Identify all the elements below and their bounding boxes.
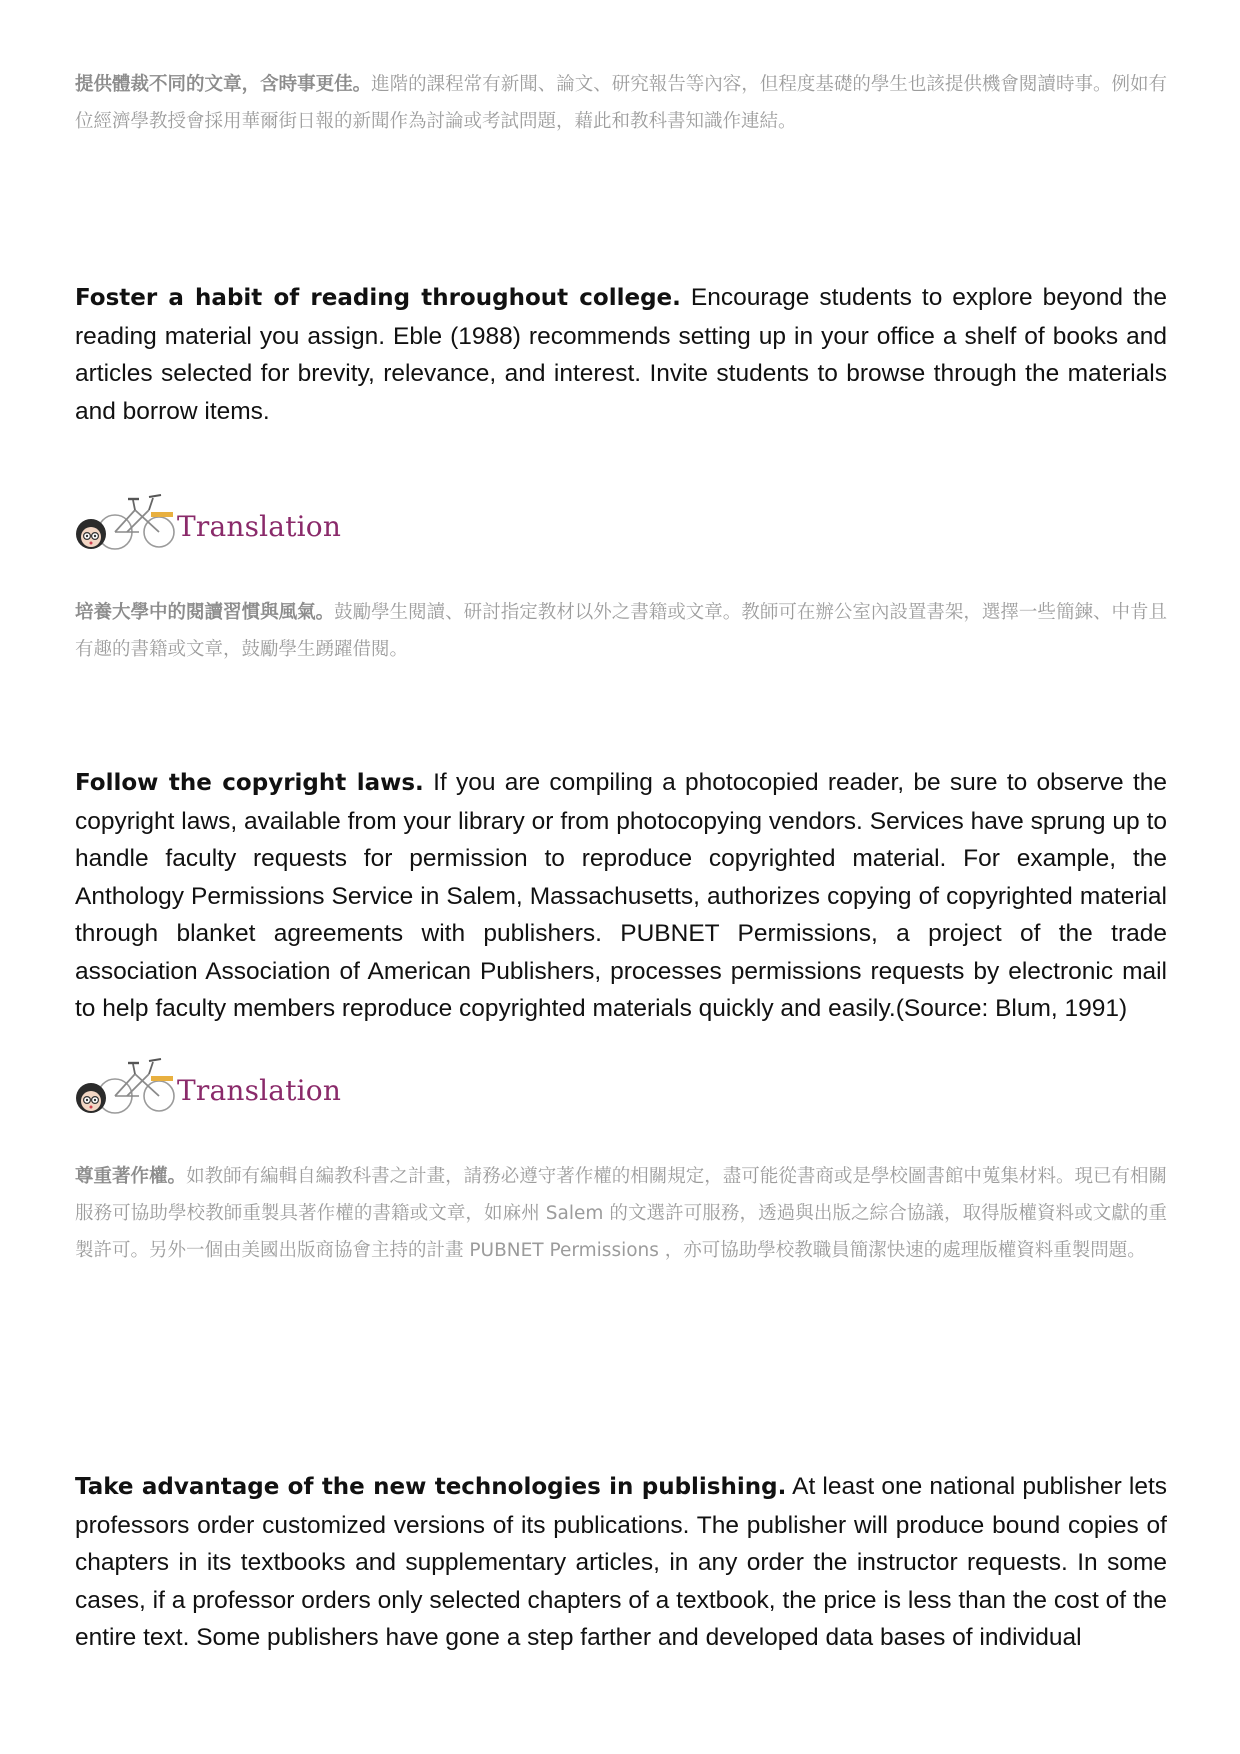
en-heading-reading-habit: Foster a habit of reading throughout college.: [75, 285, 681, 311]
zh-paragraph-copyright: [75, 1158, 1167, 1269]
en-paragraph-copyright: [75, 764, 1167, 1028]
en-body-copyright: If you are compiling a photocopied reader, be sure to observe the copyright laws, available from your library or from photocopying vendors. Services have sprung up to handle faculty requests for permission to reproduce copyrighted material. For example, the Anthology Permissions Service in Salem, Massachusetts, authorizes copying of copyrighted material through blanket agreements with publishers. PUBNET Permissions, a project of the trade association Association of American Publishers, processes permissions requests by electronic mail to help faculty members reproduce copyrighted materials quickly and easily.(Source: Blum, 1991): [75, 769, 1168, 1022]
en-heading-technologies: Take advantage of the new technologies in publishing.: [75, 1474, 787, 1500]
zh-paragraph-reading-habit: [75, 594, 1167, 668]
document-page: [75, 0, 1167, 1754]
en-paragraph-technologies: [75, 1468, 1167, 1657]
zh-paragraph-genres: [75, 66, 1167, 140]
translation-label: Translation: [177, 1074, 342, 1107]
zh-heading-reading-habit: 培養大學中的閱讀習慣與風氣。: [75, 602, 335, 623]
en-body-technologies: At least one national publisher lets professors order customized versions of its publications. The publisher will produce bound copies of chapters in its textbooks and supplementary articles, in any order the instructor requests. In some cases, if a professor orders only selected chapters of a textbook, the price is less than the cost of the entire text. Some publishers have gone a step farther and developed data bases of individual: [75, 1473, 1168, 1651]
zh-body-copyright: 如教師有編輯自編教科書之計畫，請務必遵守著作權的相關規定，盡可能從書商或是學校圖書館中蒐集材料。現已有相關服務可協助學校教師重製具著作權的書籍或文章，如麻州 Salem 的文選許可服務，透過與出版之綜合協議，取得版權資料或文獻的重製許可。另外一個由美國出版商協會主持的計畫 PUBNET Permissions ，亦可協助學校教職員簡潔快速的處理版權資料重製問題。: [75, 1166, 1167, 1261]
girl-face-icon: [76, 1083, 106, 1113]
bicycle-translation-icon: [75, 490, 175, 554]
bicycle-translation-icon: [75, 1054, 175, 1118]
zh-body-reading-habit: 鼓勵學生閱讀、研討指定教材以外之書籍或文章。教師可在辦公室內設置書架，選擇一些簡鍊、中肯且有趣的書籍或文章，鼓勵學生踴躍借閱。: [75, 602, 1167, 660]
girl-face-icon: [76, 519, 106, 549]
en-heading-copyright: Follow the copyright laws.: [75, 770, 424, 796]
zh-body-genres: 進階的課程常有新聞、論文、研究報告等內容，但程度基礎的學生也該提供機會閱讀時事。例如有位經濟學教授會採用華爾街日報的新聞作為討論或考試問題，藉此和教科書知識作連結。: [75, 74, 1167, 132]
zh-heading-copyright: 尊重著作權。: [75, 1166, 187, 1187]
translation-label: Translation: [177, 510, 342, 543]
translation-badge-1: [75, 490, 342, 554]
en-body-reading-habit: Encourage students to explore beyond the reading material you assign. Eble (1988) recommends setting up in your office a shelf of books and articles selected for brevity, relevance, and interest. Invite students to browse through the materials and borrow items.: [75, 284, 1167, 425]
zh-heading-genres: 提供體裁不同的文章，含時事更佳。: [75, 74, 372, 95]
en-paragraph-reading-habit: [75, 279, 1167, 430]
translation-badge-2: [75, 1054, 342, 1118]
